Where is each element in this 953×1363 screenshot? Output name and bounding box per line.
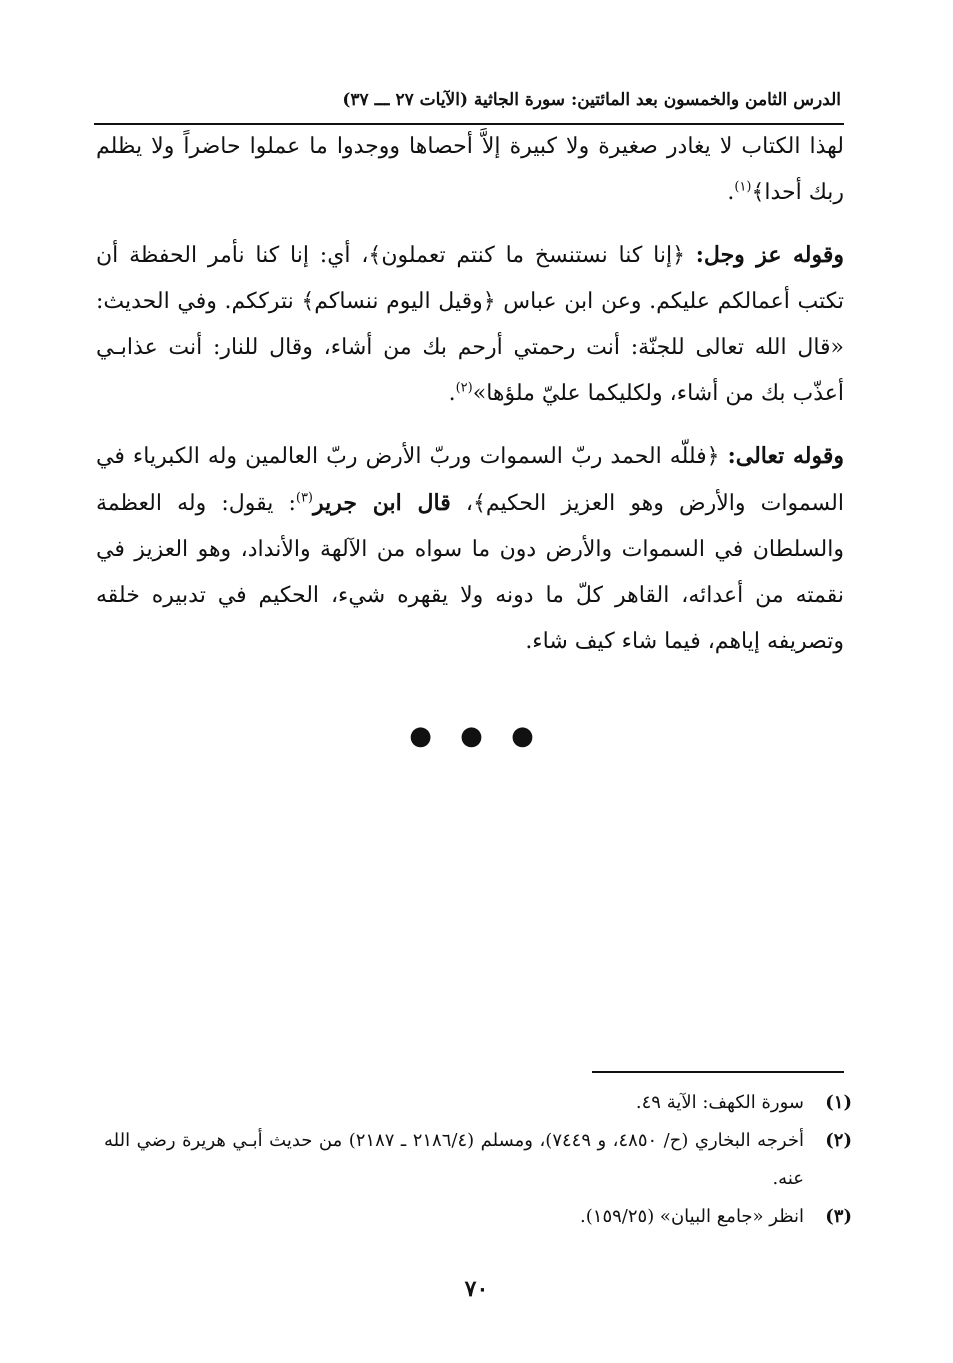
running-header: الدرس الثامن والخمسون بعد المائتين: سورة الجاثية (الآيات ٢٧ ـــ ٣٧) [342,90,841,110]
footnote-2 [104,1122,852,1198]
footnote-ref-3[interactable]: (٣) [295,490,313,506]
paragraph-3-text-1: ﴿فللّه الحمد ربّ السموات وربّ الأرض ربّ العالمين وله الكبرياء في السموات والأرض وهو العزيز الحكيم﴾، [96,444,844,516]
paragraph-3-lead: وقوله تعالى: [727,443,844,469]
footnote-number: (٢) [825,1130,852,1151]
paragraph-2 [96,232,844,417]
footnote-number: (١) [825,1092,852,1113]
footnote-3 [104,1198,852,1236]
paragraph-1 [96,124,844,216]
paragraph-1-end: . [727,180,735,205]
paragraph-2-text: ﴿إنا كنا نستنسخ ما كنتم تعملون﴾، أي: إنا كنا نأمر الحفظة أن تكتب أعمالكم عليكم. وعن ابن عباس ﴿وقيل اليوم ننساكم﴾ نترككم. وفي الحديث: «قال الله تعالى للجنّة: أنت رحمتي أرحم بك من أشاء، وقال للنار: أنت عذابـي أعذّب بك من أشاء، ولكليكما عليّ ملؤها» [96,243,844,406]
footnote-text: أخرجه البخاري (ح/ ٤٨٥٠، و ٧٤٤٩)، ومسلم (٢١٨٦/٤ ـ ٢١٨٧) من حديث أبـي هريرة رضي الله عنه. [104,1130,804,1189]
footnote-text: انظر «جامع البيان» (١٥٩/٢٥). [580,1206,804,1227]
footnotes [104,1084,852,1236]
paragraph-2-end: . [448,381,456,406]
paragraph-3-lead-2: قال ابن جرير [313,490,451,516]
footnote-1 [104,1084,852,1122]
paragraph-2-lead: وقوله عز وجل: [695,242,844,268]
footnote-text: سورة الكهف: الآية ٤٩. [635,1092,804,1113]
footnote-rule [592,1071,844,1073]
section-separator: ● ● ● [409,721,544,751]
footnote-ref-2[interactable]: (٢) [455,380,473,396]
paragraph-3 [96,433,844,665]
paragraph-1-text: لهذا الكتاب لا يغادر صغيرة ولا كبيرة إلاَّ أحصاها ووجدوا ما عملوا حاضراً ولا يظلم ربك أحدا﴾ [96,134,844,205]
main-text [96,124,844,681]
page-number: ٧٠ [464,1276,489,1302]
paragraph-3-text-2: : يقول: وله العظمة والسلطان في السموات والأرض دون ما سواه من الآلهة والأنداد، وهو العزيز في نقمته من أعدائه، القاهر كلّ ما دونه ولا يقهره شيء، الحكيم في تدبيره خلقه وتصريفه إياهم، فيما شاء كيف شاء. [96,491,844,654]
footnote-number: (٣) [825,1206,852,1227]
footnote-ref-1[interactable]: (١) [734,179,752,195]
